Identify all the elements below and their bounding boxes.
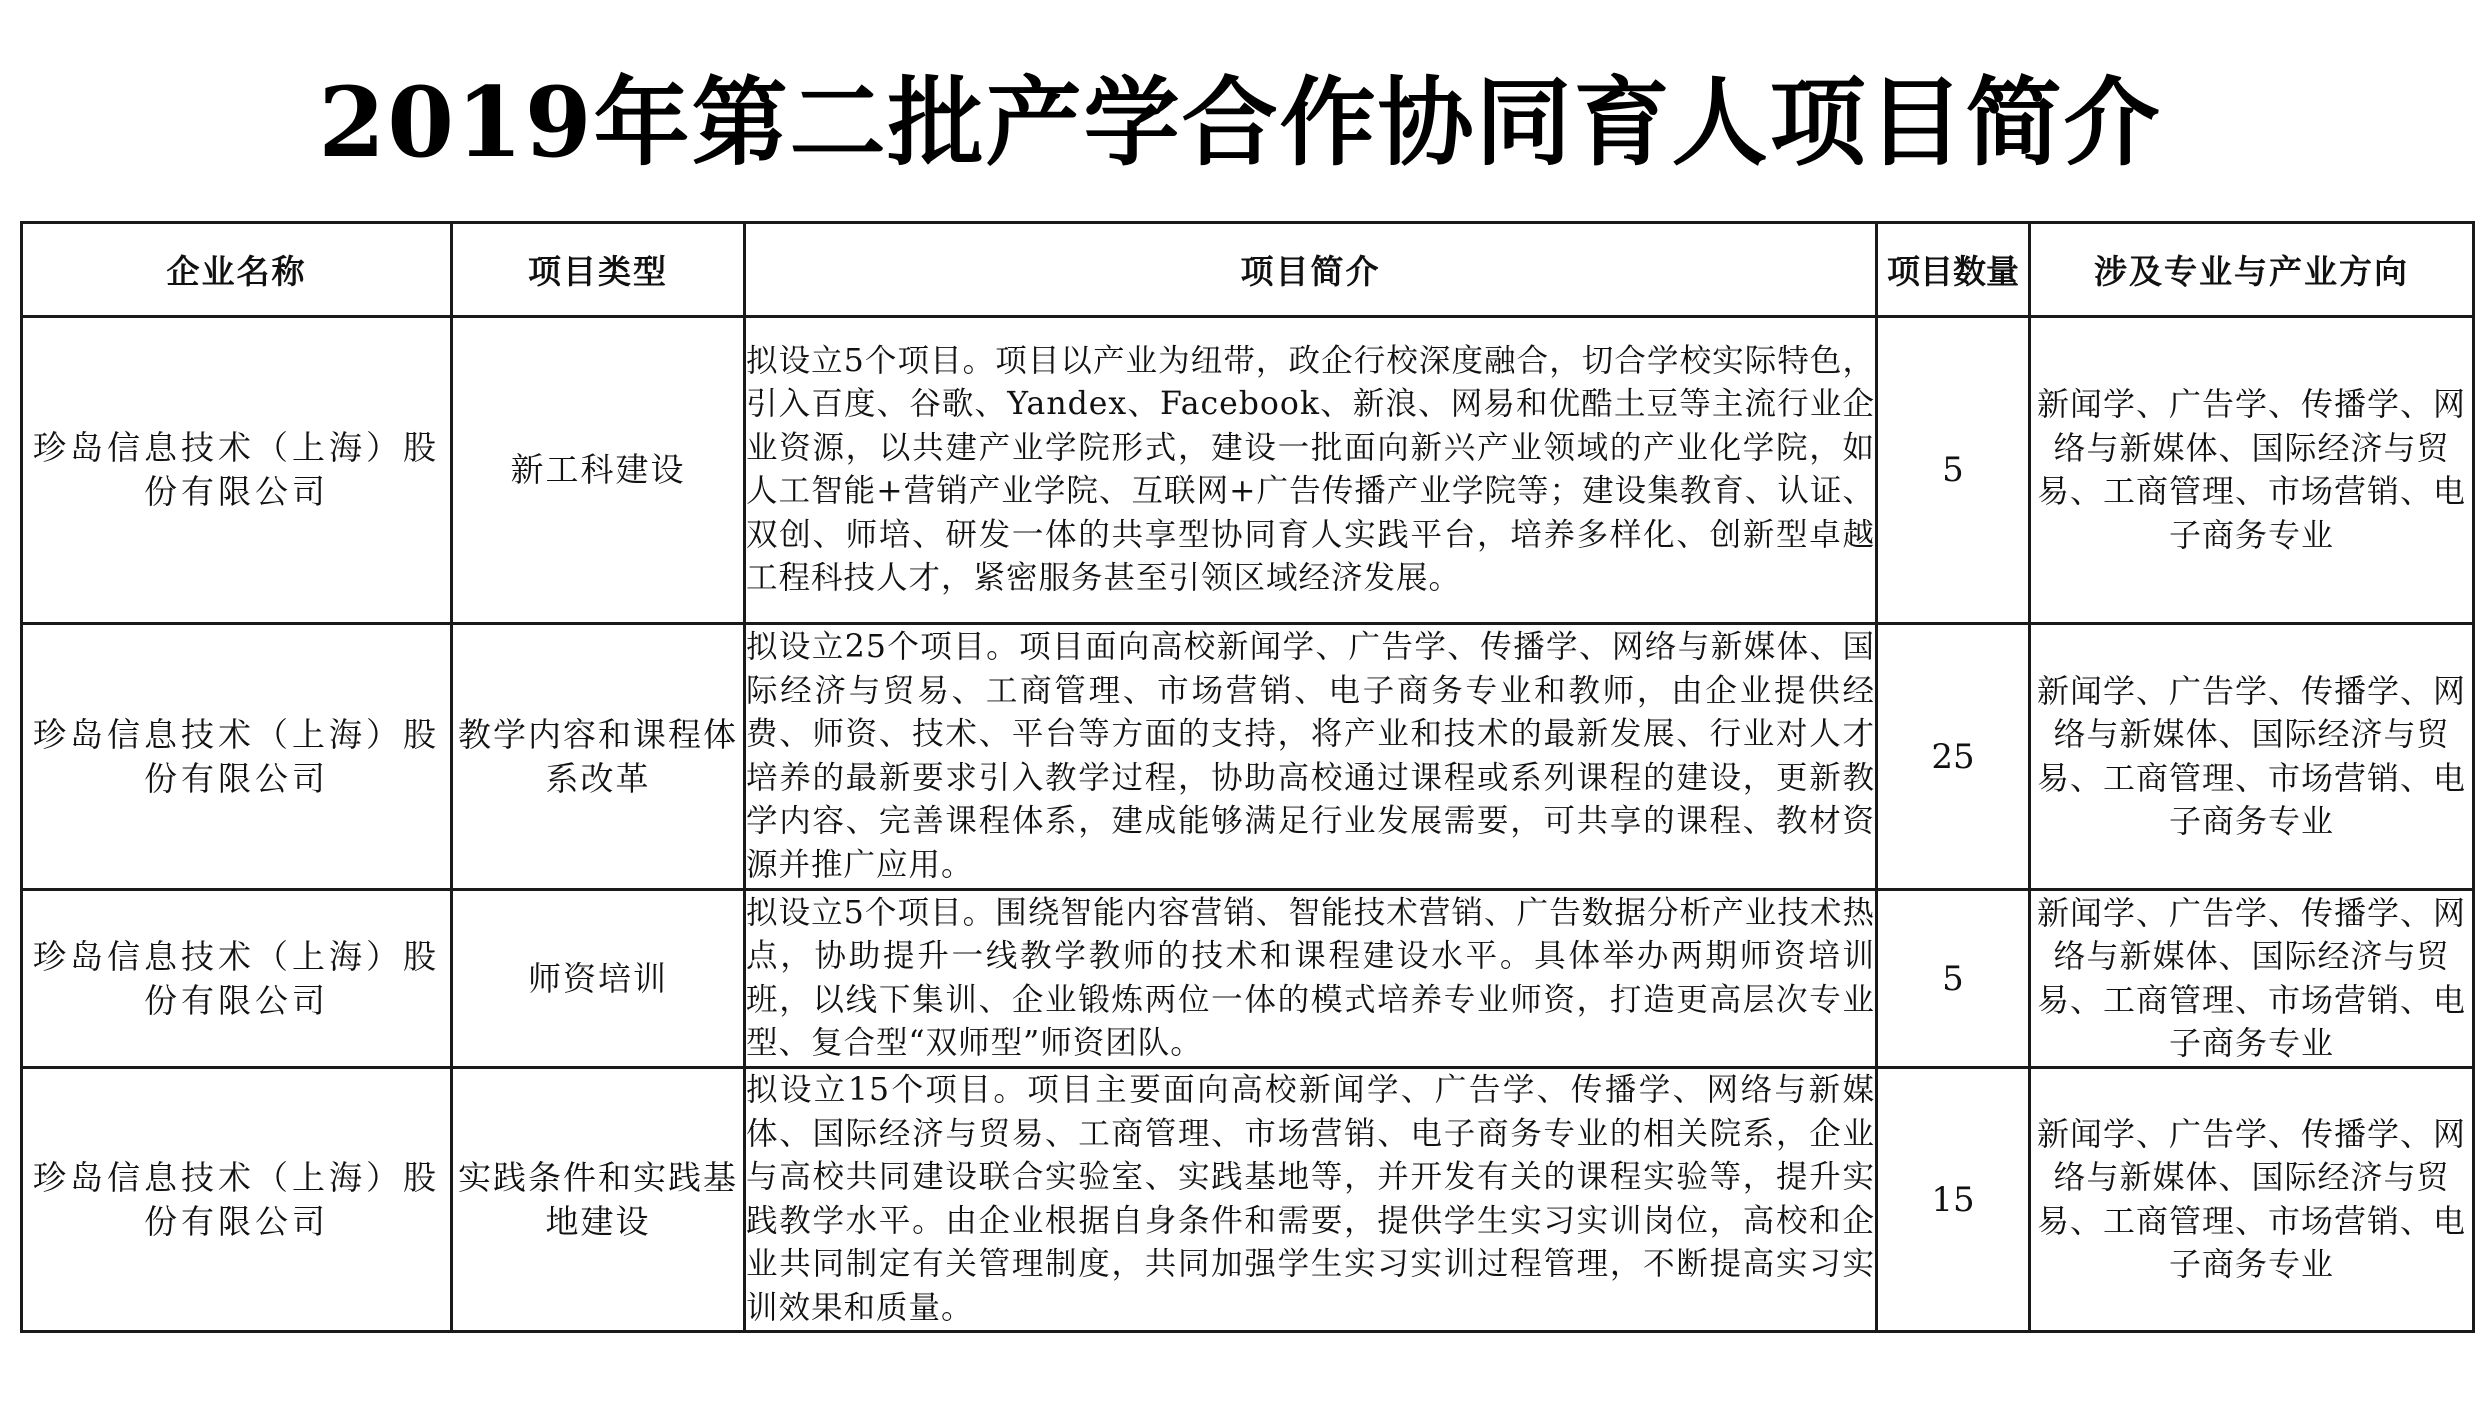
cell-description: 拟设立25个项目。项目面向高校新闻学、广告学、传播学、网络与新媒体、国际经济与贸易、工商管理、市场营销、电子商务专业和教师，由企业提供经费、师资、技术、平台等方面的支持，将产业和技术的最新发展、行业对人才培养的最新要求引入教学过程，协助高校通过课程或系列课程的建设，更新教学内容、完善课程体系，建成能够满足行业发展需要，可共享的课程、教材资源并推广应用。 xyxy=(745,624,1877,890)
cell-type: 师资培训 xyxy=(452,890,745,1068)
page-title: 2019年第二批产学合作协同育人项目简介 xyxy=(318,66,2162,179)
cell-count: 5 xyxy=(1877,890,2030,1068)
cell-count: 25 xyxy=(1877,624,2030,890)
cell-count: 15 xyxy=(1877,1068,2030,1332)
table-row xyxy=(22,1068,2474,1332)
cell-type: 实践条件和实践基地建设 xyxy=(452,1068,745,1332)
cell-description: 拟设立5个项目。围绕智能内容营销、智能技术营销、广告数据分析产业技术热点，协助提升一线教学教师的技术和课程建设水平。具体举办两期师资培训班，以线下集训、企业锻炼两位一体的模式培养专业师资，打造更高层次专业型、复合型“双师型”师资团队。 xyxy=(745,890,1877,1068)
table-row xyxy=(22,624,2474,890)
cell-type: 新工科建设 xyxy=(452,317,745,624)
cell-description: 拟设立5个项目。项目以产业为纽带，政企行校深度融合，切合学校实际特色，引入百度、谷歌、Yandex、Facebook、新浪、网易和优酷土豆等主流行业企业资源，以共建产业学院形式，建设一批面向新兴产业领域的产业化学院，如人工智能+营销产业学院、互联网+广告传播产业学院等；建设集教育、认证、双创、师培、研发一体的共享型协同育人实践平台，培养多样化、创新型卓越工程科技人才，紧密服务甚至引领区域经济发展。 xyxy=(745,317,1877,624)
table-row xyxy=(22,890,2474,1068)
cell-company: 珍岛信息技术（上海）股份有限公司 xyxy=(22,317,452,624)
table-header-row xyxy=(22,223,2474,317)
table-row xyxy=(22,317,2474,624)
header-type: 项目类型 xyxy=(452,223,745,317)
cell-company: 珍岛信息技术（上海）股份有限公司 xyxy=(22,890,452,1068)
cell-fields: 新闻学、广告学、传播学、网络与新媒体、国际经济与贸易、工商管理、市场营销、电子商务专业 xyxy=(2030,1068,2474,1332)
header-count: 项目数量 xyxy=(1877,223,2030,317)
header-company: 企业名称 xyxy=(22,223,452,317)
cell-fields: 新闻学、广告学、传播学、网络与新媒体、国际经济与贸易、工商管理、市场营销、电子商务专业 xyxy=(2030,317,2474,624)
cell-fields: 新闻学、广告学、传播学、网络与新媒体、国际经济与贸易、工商管理、市场营销、电子商务专业 xyxy=(2030,624,2474,890)
header-description: 项目简介 xyxy=(745,223,1877,317)
cell-fields: 新闻学、广告学、传播学、网络与新媒体、国际经济与贸易、工商管理、市场营销、电子商务专业 xyxy=(2030,890,2474,1068)
cell-company: 珍岛信息技术（上海）股份有限公司 xyxy=(22,624,452,890)
cell-type: 教学内容和课程体系改革 xyxy=(452,624,745,890)
cell-company: 珍岛信息技术（上海）股份有限公司 xyxy=(22,1068,452,1332)
header-fields: 涉及专业与产业方向 xyxy=(2030,223,2474,317)
cell-count: 5 xyxy=(1877,317,2030,624)
cell-description: 拟设立15个项目。项目主要面向高校新闻学、广告学、传播学、网络与新媒体、国际经济与贸易、工商管理、市场营销、电子商务专业的相关院系，企业与高校共同建设联合实验室、实践基地等，并开发有关的课程实验等，提升实践教学水平。由企业根据自身条件和需要，提供学生实习实训岗位，高校和企业共同制定有关管理制度，共同加强学生实习实训过程管理，不断提高实习实训效果和质量。 xyxy=(745,1068,1877,1332)
projects-table xyxy=(20,221,2475,1333)
